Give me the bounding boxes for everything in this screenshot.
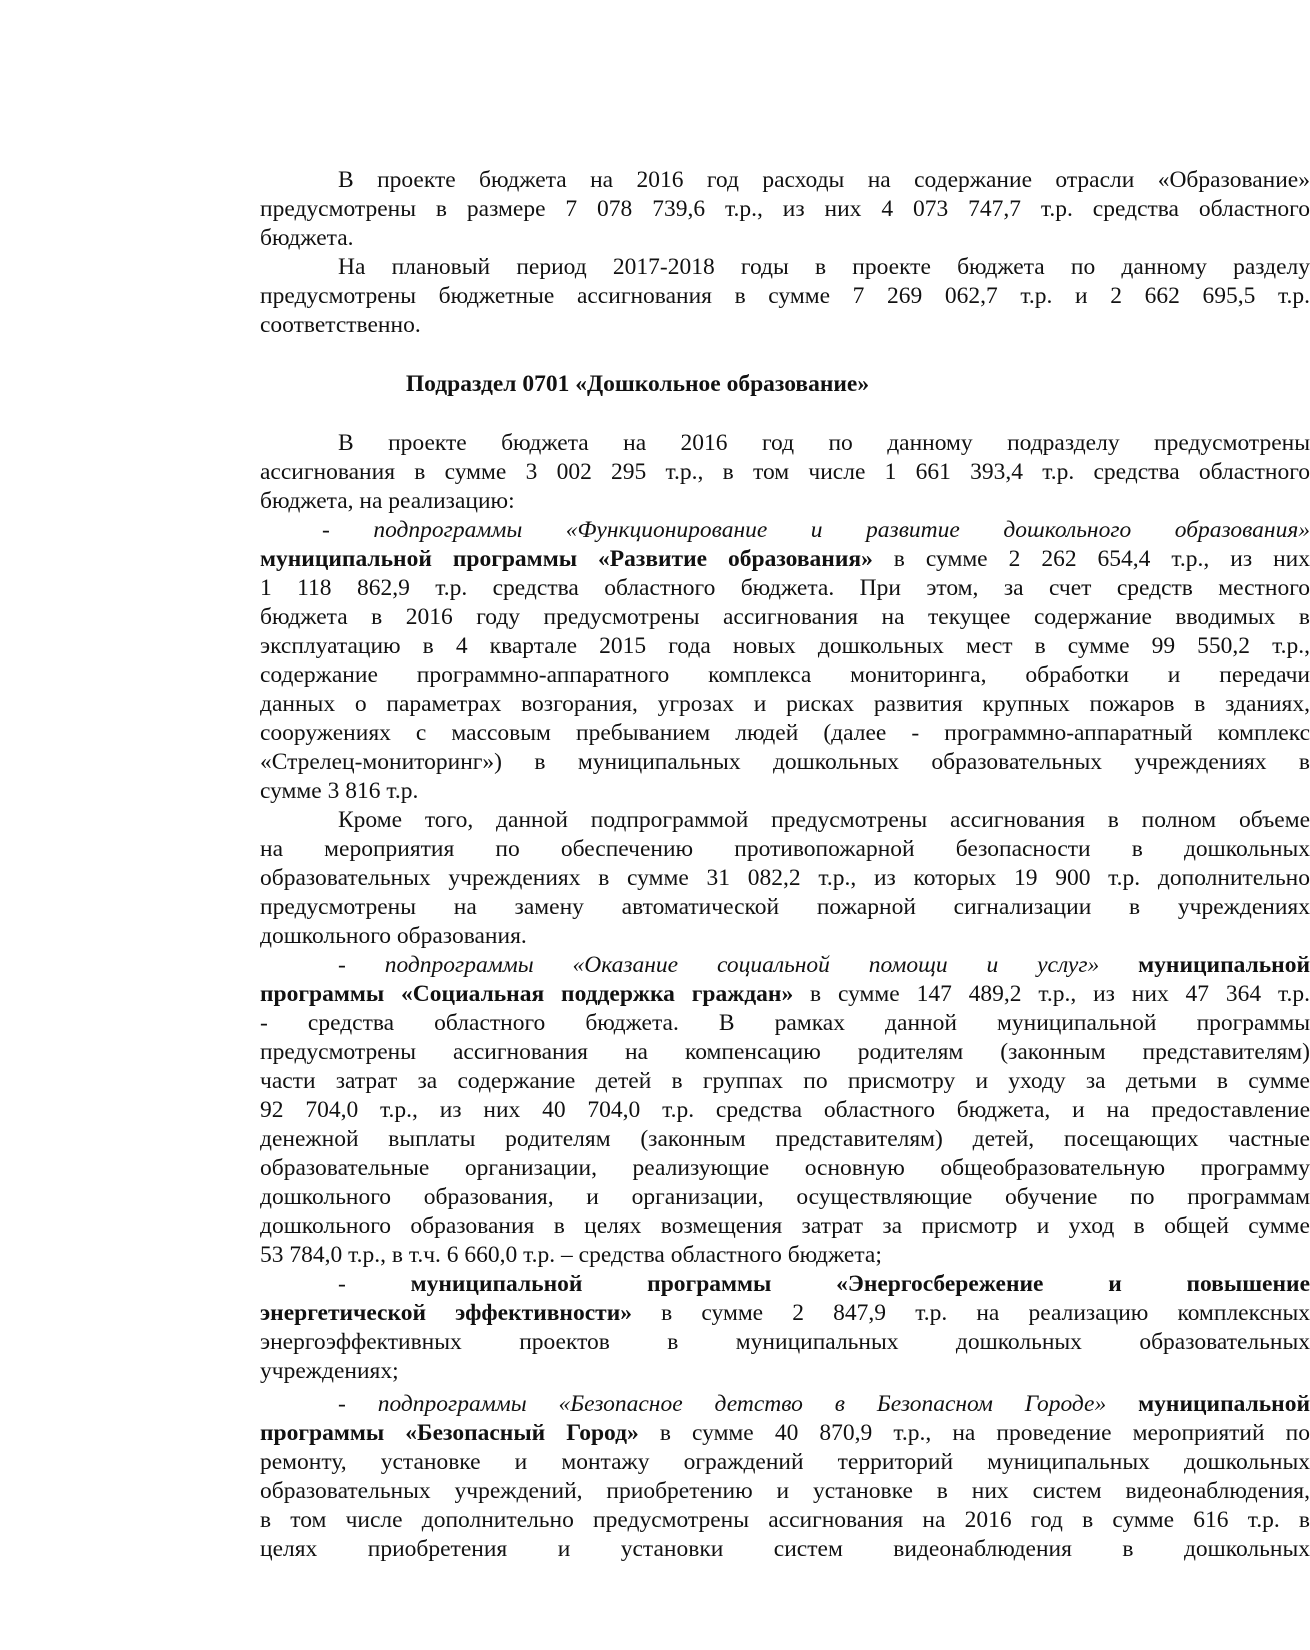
p6-line-7: денежной выплаты родителям (законным представителям) детей, посещающих частные [260, 1126, 1310, 1152]
p6-dash: - [338, 952, 385, 978]
p3-line-1: В проекте бюджета на 2016 год по данному подразделу предусмотрены [338, 430, 1310, 456]
p1-line-2: предусмотрены в размере 7 078 739,6 т.р., из них 4 073 747,7 т.р. средства областного [260, 196, 1310, 222]
p8-line-5: в том числе дополнительно предусмотрены ассигнования на 2016 год в сумме 616 т.р. в [260, 1507, 1310, 1533]
p7-program-title-start: муниципальной программы «Энергосбережение и повышение [410, 1271, 1310, 1297]
p4-subprogram-title: подпрограммы «Функционирование и развитие дошкольного образования» [373, 517, 1310, 543]
p4-line-8: сооружениях с массовым пребыванием людей (далее - программно-аппаратный комплекс [260, 720, 1310, 746]
p7-line-2-rest: в сумме 2 847,9 т.р. на реализацию комплексных [631, 1300, 1310, 1326]
p6-line-5: части затрат за содержание детей в группах по присмотру и уходу за детьми в сумме [260, 1068, 1310, 1094]
p4-line-3: 1 118 862,9 т.р. средства областного бюджета. При этом, за счет средств местного [260, 575, 1310, 601]
p8-line-2-rest: в сумме 40 870,9 т.р., на проведение мероприятий по [638, 1420, 1310, 1446]
p6-line-6: 92 704,0 т.р., из них 40 704,0 т.р. средства областного бюджета, и на предоставление [260, 1097, 1310, 1123]
p4-line-1 [322, 515, 1310, 545]
p3-line-3: бюджета, на реализацию: [260, 488, 515, 514]
p4-line-9: «Стрелец-мониторинг») в муниципальных дошкольных образовательных учреждениях в [260, 749, 1310, 775]
p3-line-2: ассигнования в сумме 3 002 295 т.р., в том числе 1 661 393,4 т.р. средства областного [260, 459, 1310, 485]
p8-program-word: муниципальной [1106, 1391, 1310, 1417]
p8-line-2 [260, 1418, 1310, 1448]
p5-line-5: дошкольного образования. [260, 923, 527, 949]
p7-dash: - [338, 1271, 411, 1297]
p6-line-2-rest: в сумме 147 489,2 т.р., из них 47 364 т.р. [793, 981, 1310, 1007]
p4-line-5: эксплуатацию в 4 квартале 2015 года новых дошкольных мест в сумме 99 550,2 т.р., [260, 633, 1310, 659]
p6-line-2 [260, 979, 1310, 1009]
p2-line-3: соответственно. [260, 312, 421, 338]
p6-program-word: муниципальной [1099, 952, 1310, 978]
p8-dash: - [338, 1391, 378, 1417]
p4-program-title: муниципальной программы «Развитие образования» [260, 546, 873, 572]
p7-program-title-end: энергетической эффективности» [260, 1300, 632, 1326]
p6-line-11: 53 784,0 т.р., в т.ч. 6 660,0 т.р. – средства областного бюджета; [260, 1242, 882, 1268]
p8-program-title: программы «Безопасный Город» [260, 1420, 639, 1446]
p8-line-6: целях приобретения и установки систем видеонаблюдения в дошкольных [260, 1536, 1310, 1562]
p6-line-3: - средства областного бюджета. В рамках данной муниципальной программы [260, 1010, 1310, 1036]
p6-subprogram-title: подпрограммы «Оказание социальной помощи и услуг» [384, 952, 1100, 978]
p2-line-1: На плановый период 2017-2018 годы в проекте бюджета по данному разделу [338, 254, 1310, 280]
p8-subprogram-title: подпрограммы «Безопасное детство в Безопасном Городе» [377, 1391, 1107, 1417]
p7-line-1 [338, 1269, 1310, 1299]
p2-line-2: предусмотрены бюджетные ассигнования в сумме 7 269 062,7 т.р. и 2 662 695,5 т.р. [260, 283, 1310, 309]
p5-line-2: на мероприятия по обеспечению противопожарной безопасности в дошкольных [260, 836, 1310, 862]
p5-line-1: Кроме того, данной подпрограммой предусмотрены ассигнования в полном объеме [338, 807, 1310, 833]
p5-line-4: предусмотрены на замену автоматической пожарной сигнализации в учреждениях [260, 894, 1310, 920]
p6-line-10: дошкольного образования в целях возмещения затрат за присмотр и уход в общей сумме [260, 1213, 1310, 1239]
p6-line-9: дошкольного образования, и организации, осуществляющие обучение по программам [260, 1184, 1310, 1210]
p7-line-3: энергоэффективных проектов в муниципальных дошкольных образовательных [260, 1329, 1310, 1355]
section-heading: Подраздел 0701 «Дошкольное образование» [405, 371, 870, 397]
p4-line-2-rest: в сумме 2 262 654,4 т.р., из них [872, 546, 1310, 572]
p5-line-3: образовательных учреждениях в сумме 31 082,2 т.р., из которых 19 900 т.р. дополнительно [260, 865, 1310, 891]
p7-line-2 [260, 1298, 1310, 1328]
p6-program-title: программы «Социальная поддержка граждан» [260, 981, 794, 1007]
p1-line-1: В проекте бюджета на 2016 год расходы на содержание отрасли «Образование» [338, 167, 1310, 193]
p8-line-1 [338, 1389, 1310, 1419]
p6-line-1 [338, 950, 1310, 980]
p4-line-4: бюджета в 2016 году предусмотрены ассигнования на текущее содержание вводимых в [260, 604, 1310, 630]
p8-line-3: ремонту, установке и монтажу ограждений территорий муниципальных дошкольных [260, 1449, 1310, 1475]
p4-dash: - [322, 517, 374, 543]
p4-line-2 [260, 544, 1310, 574]
p4-line-6: содержание программно-аппаратного комплекса мониторинга, обработки и передачи [260, 662, 1310, 688]
p6-line-8: образовательные организации, реализующие основную общеобразовательную программу [260, 1155, 1310, 1181]
p1-line-3: бюджета. [260, 225, 354, 251]
p6-line-4: предусмотрены ассигнования на компенсацию родителям (законным представителям) [260, 1039, 1310, 1065]
p4-line-10: сумме 3 816 т.р. [260, 778, 419, 804]
p7-line-4: учреждениях; [260, 1358, 399, 1384]
p4-line-7: данных о параметрах возгорания, угрозах и рисках развития крупных пожаров в зданиях, [260, 691, 1310, 717]
p8-line-4: образовательных учреждений, приобретению и установке в них систем видеонаблюдения, [260, 1478, 1310, 1504]
